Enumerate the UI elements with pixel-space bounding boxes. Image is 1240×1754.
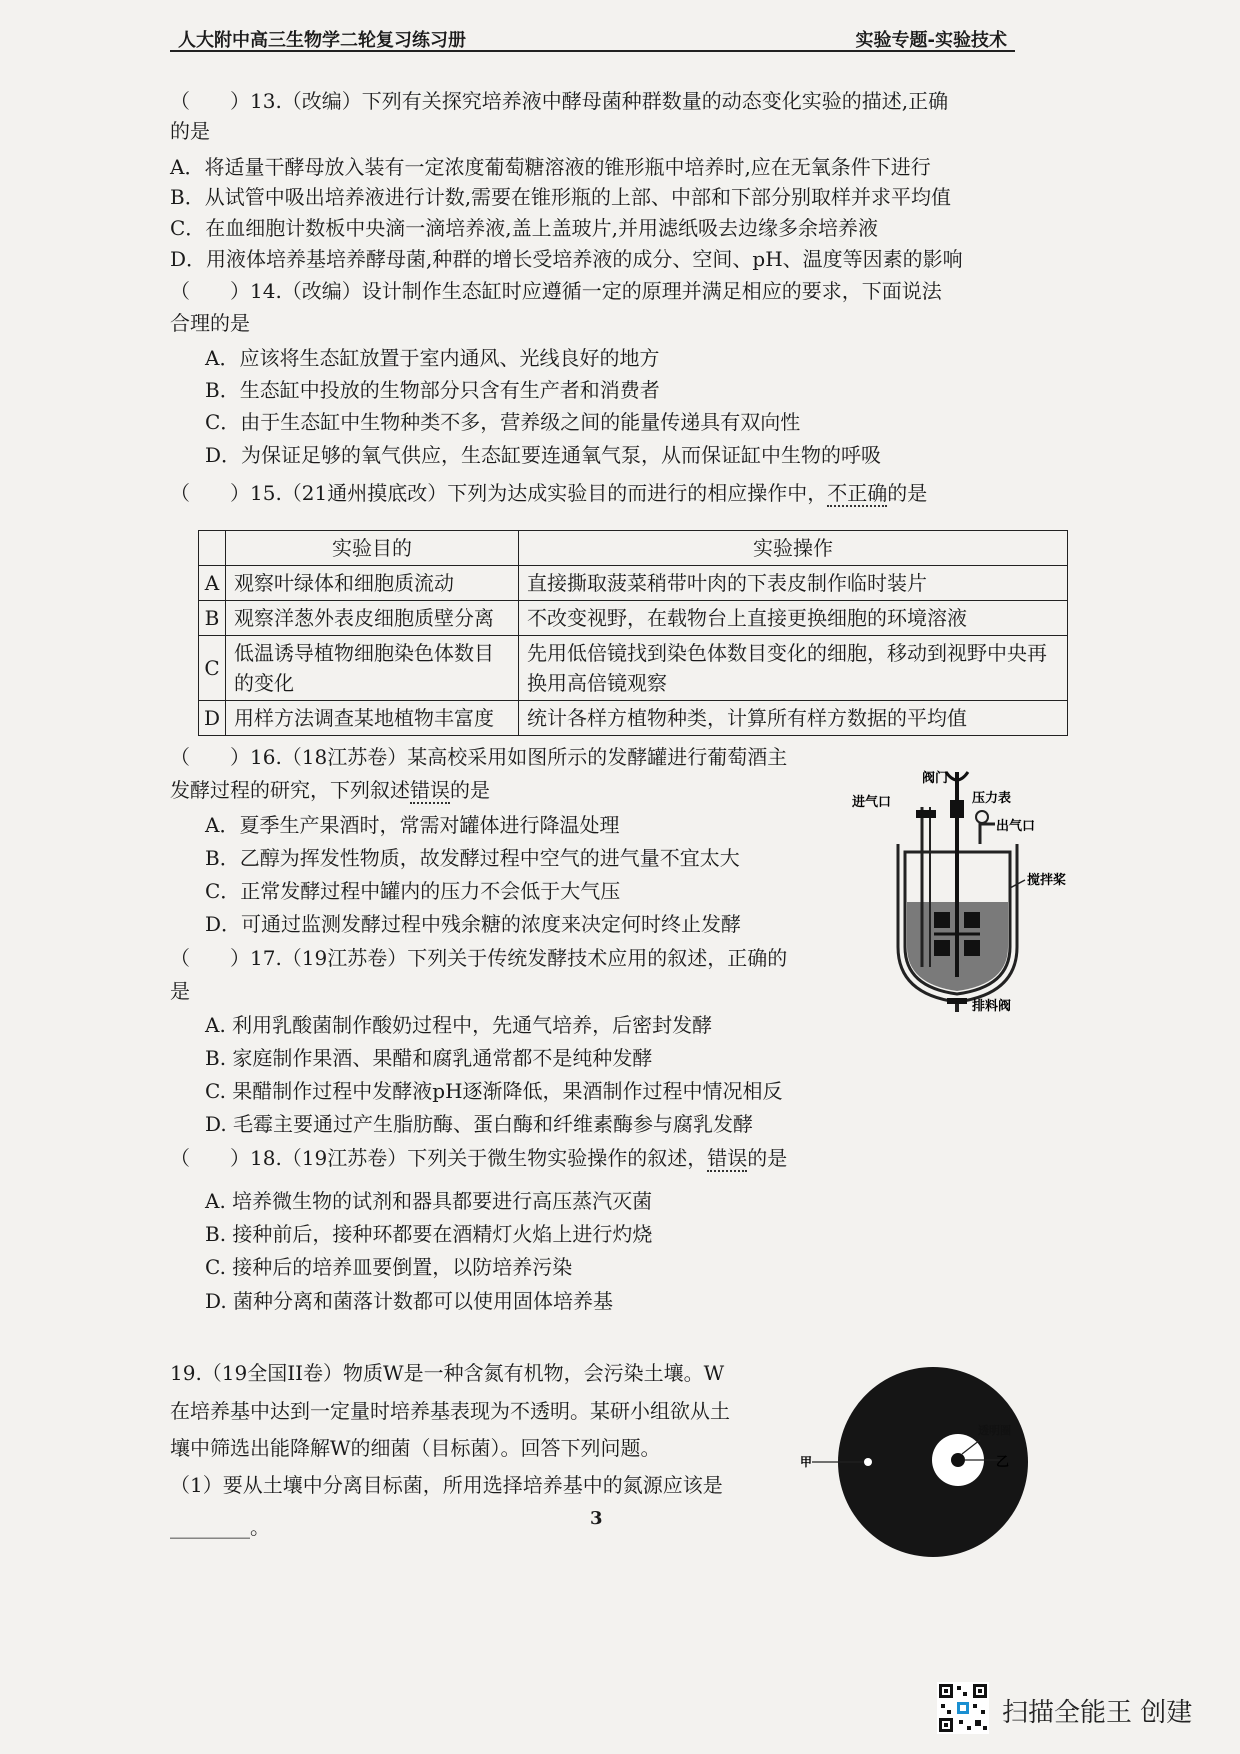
outlet-gauge xyxy=(976,811,988,823)
table-cell-operation: 直接撕取菠菜稍带叶肉的下表皮制作临时装片 xyxy=(519,566,1068,601)
q16-option-c: C．正常发酵过程中罐内的压力不会低于大气压 xyxy=(205,879,621,903)
q16-stem-line1: （ ）16.（18江苏卷）某高校采用如图所示的发酵罐进行葡萄酒主 xyxy=(170,745,788,769)
point-jia xyxy=(864,1458,872,1466)
q15-stem xyxy=(170,478,927,508)
q14-stem-line2: 合理的是 xyxy=(170,311,250,335)
q14-stem-line1: （ ）14.（改编）设计制作生态缸时应遵循一定的原理并满足相应的要求，下面说法 xyxy=(170,279,942,303)
q16-stem-emphasis: 错误 xyxy=(410,778,450,802)
discharge-valve xyxy=(947,998,967,1004)
q18-stem-post: 的是 xyxy=(747,1146,788,1170)
table-cell-key: B xyxy=(199,601,226,636)
q14-option-b: B．生态缸中投放的生物部分只含有生产者和消费者 xyxy=(205,378,660,402)
table-cell-key: A xyxy=(199,566,226,601)
paddle-upper-right xyxy=(964,912,980,928)
label-discharge: 排料阀 xyxy=(972,999,1012,1012)
table-cell-operation: 统计各样方植物种类，计算所有样方数据的平均值 xyxy=(519,701,1068,736)
valve-block xyxy=(916,810,936,818)
label-yi: 乙 xyxy=(996,1455,1010,1470)
q17-option-d: D. 毛霉主要通过产生脂肪酶、蛋白酶和纤维素酶参与腐乳发酵 xyxy=(205,1112,754,1136)
fermenter-diagram xyxy=(850,762,1080,1012)
table-cell-key: C xyxy=(199,636,226,701)
header-right-title: 实验专题-实验技术 xyxy=(855,30,1007,51)
pressure-gauge-block xyxy=(950,800,964,818)
q14-option-d: D．为保证足够的氧气供应，生态缸要连通氧气泵，从而保证缸中生物的呼吸 xyxy=(205,443,882,467)
table-cell-goal: 低温诱导植物细胞染色体数目的变化 xyxy=(226,636,519,701)
colony-yi xyxy=(951,1453,965,1467)
q18-option-d: D. 菌种分离和菌落计数都可以使用固体培养基 xyxy=(205,1289,614,1313)
q13-stem-line1: （ ）13.（改编）下列有关探究培养液中酵母菌种群数量的动态变化实验的描述,正确 xyxy=(170,89,949,113)
label-jia: 甲 xyxy=(800,1455,813,1469)
label-outlet: 出气口 xyxy=(996,819,1036,834)
q17-option-b: B. 家庭制作果酒、果醋和腐乳通常都不是纯种发酵 xyxy=(205,1046,653,1070)
label-valve: 阀门 xyxy=(922,771,949,786)
table-row xyxy=(199,636,1068,701)
table-row xyxy=(199,566,1068,601)
q16-stem-line2 xyxy=(170,775,490,805)
label-inlet: 进气口 xyxy=(852,795,892,810)
table-row xyxy=(199,701,1068,736)
q17-stem-line1: （ ）17.（19江苏卷）下列关于传统发酵技术应用的叙述，正确的 xyxy=(170,946,788,970)
outlet-pipe xyxy=(980,824,995,844)
q16-stem-pre: 发酵过程的研究，下列叙述 xyxy=(170,778,410,802)
q18-option-c: C. 接种后的培养皿要倒置，以防培养污染 xyxy=(205,1255,573,1279)
q19-line1: 19.（19全国II卷）物质W是一种含氮有机物，会污染土壤。W xyxy=(170,1361,725,1385)
q16-stem-post: 的是 xyxy=(450,778,490,802)
q13-stem-line2: 的是 xyxy=(170,119,210,143)
q18-stem-emphasis: 错误 xyxy=(707,1146,748,1170)
q15-stem-emphasis: 不正确 xyxy=(827,481,888,505)
q17-option-a: A. 利用乳酸菌制作酸奶过程中，先通气培养，后密封发酵 xyxy=(205,1013,713,1037)
table-cell-operation: 先用低倍镜找到染色体数目变化的细胞，移动到视野中央再换用高倍镜观察 xyxy=(519,636,1068,701)
scanner-watermark: 扫描全能王 创建 xyxy=(1002,1698,1193,1728)
qr-code-icon xyxy=(937,1682,989,1734)
q13-option-a: A．将适量干酵母放入装有一定浓度葡萄糖溶液的锥形瓶中培养时,应在无氧条件下进行 xyxy=(170,155,931,179)
q16-option-a: A．夏季生产果酒时，常需对罐体进行降温处理 xyxy=(205,813,620,837)
label-stirrer: 搅拌桨 xyxy=(1027,873,1067,888)
q19-line2: 在培养基中达到一定量时培养基表现为不透明。某研小组欲从土 xyxy=(170,1399,730,1423)
table-header-goal: 实验目的 xyxy=(226,531,519,566)
label-pressure-gauge: 压力表 xyxy=(972,791,1012,806)
page-number: 3 xyxy=(590,1508,603,1529)
table-cell-goal: 观察叶绿体和细胞质流动 xyxy=(226,566,519,601)
q13-option-c: C．在血细胞计数板中央滴一滴培养液,盖上盖玻片,并用滤纸吸去边缘多余培养液 xyxy=(170,216,879,240)
paddle-lower-left xyxy=(934,940,950,956)
q13-option-b: B．从试管中吸出培养液进行计数,需要在锥形瓶的上部、中部和下部分别取样并求平均值 xyxy=(170,185,952,209)
q17-stem-line2: 是 xyxy=(170,979,190,1003)
q17-option-c: C. 果醋制作过程中发酵液pH逐渐降低，果酒制作过程中情况相反 xyxy=(205,1079,783,1103)
q18-stem xyxy=(170,1143,787,1173)
q18-stem-pre: （ ）18.（19江苏卷）下列关于微生物实验操作的叙述， xyxy=(170,1146,708,1170)
table-cell-goal: 用样方法调查某地植物丰富度 xyxy=(226,701,519,736)
header-left-title: 人大附中高三生物学二轮复习练习册 xyxy=(178,30,466,51)
table-cell-goal: 观察洋葱外表皮细胞质壁分离 xyxy=(226,601,519,636)
table-header-key xyxy=(199,531,226,566)
q15-table xyxy=(198,530,1068,736)
table-cell-operation: 不改变视野，在载物台上直接更换细胞的环境溶液 xyxy=(519,601,1068,636)
label-halo: 透明圈 xyxy=(978,1424,1011,1437)
table-cell-key: D xyxy=(199,701,226,736)
paddle-upper-left xyxy=(934,912,950,928)
q15-stem-pre: （ ）15.（21通州摸底改）下列为达成实验目的而进行的相应操作中， xyxy=(170,481,828,505)
q15-stem-post: 的是 xyxy=(887,481,928,505)
table-header-operation: 实验操作 xyxy=(519,531,1068,566)
q18-option-a: A. 培养微生物的试剂和器具都要进行高压蒸汽灭菌 xyxy=(205,1189,653,1213)
q14-option-c: C．由于生态缸中生物种类不多，营养级之间的能量传递具有双向性 xyxy=(205,410,801,434)
table-row xyxy=(199,601,1068,636)
q19-answer-blank: ________。 xyxy=(170,1515,270,1539)
paddle-lower-right xyxy=(964,940,980,956)
q13-option-d: D．用液体培养基培养酵母菌,种群的增长受培养液的成分、空间、pH、温度等因素的影响 xyxy=(170,247,963,271)
q19-line3: 壤中筛选出能降解W的细菌（目标菌）。回答下列问题。 xyxy=(170,1436,661,1460)
q16-option-b: B．乙醇为挥发性物质，故发酵过程中空气的进气量不宜太大 xyxy=(205,846,740,870)
q14-option-a: A．应该将生态缸放置于室内通风、光线良好的地方 xyxy=(205,346,660,370)
petri-dish-diagram xyxy=(800,1362,1040,1562)
q19-line4: （1）要从土壤中分离目标菌，所用选择培养基中的氮源应该是 xyxy=(170,1473,723,1497)
page-header xyxy=(170,22,1015,52)
q18-option-b: B. 接种前后，接种环都要在酒精灯火焰上进行灼烧 xyxy=(205,1222,653,1246)
table-header-row xyxy=(199,531,1068,566)
q16-option-d: D．可通过监测发酵过程中残余糖的浓度来决定何时终止发酵 xyxy=(205,912,742,936)
